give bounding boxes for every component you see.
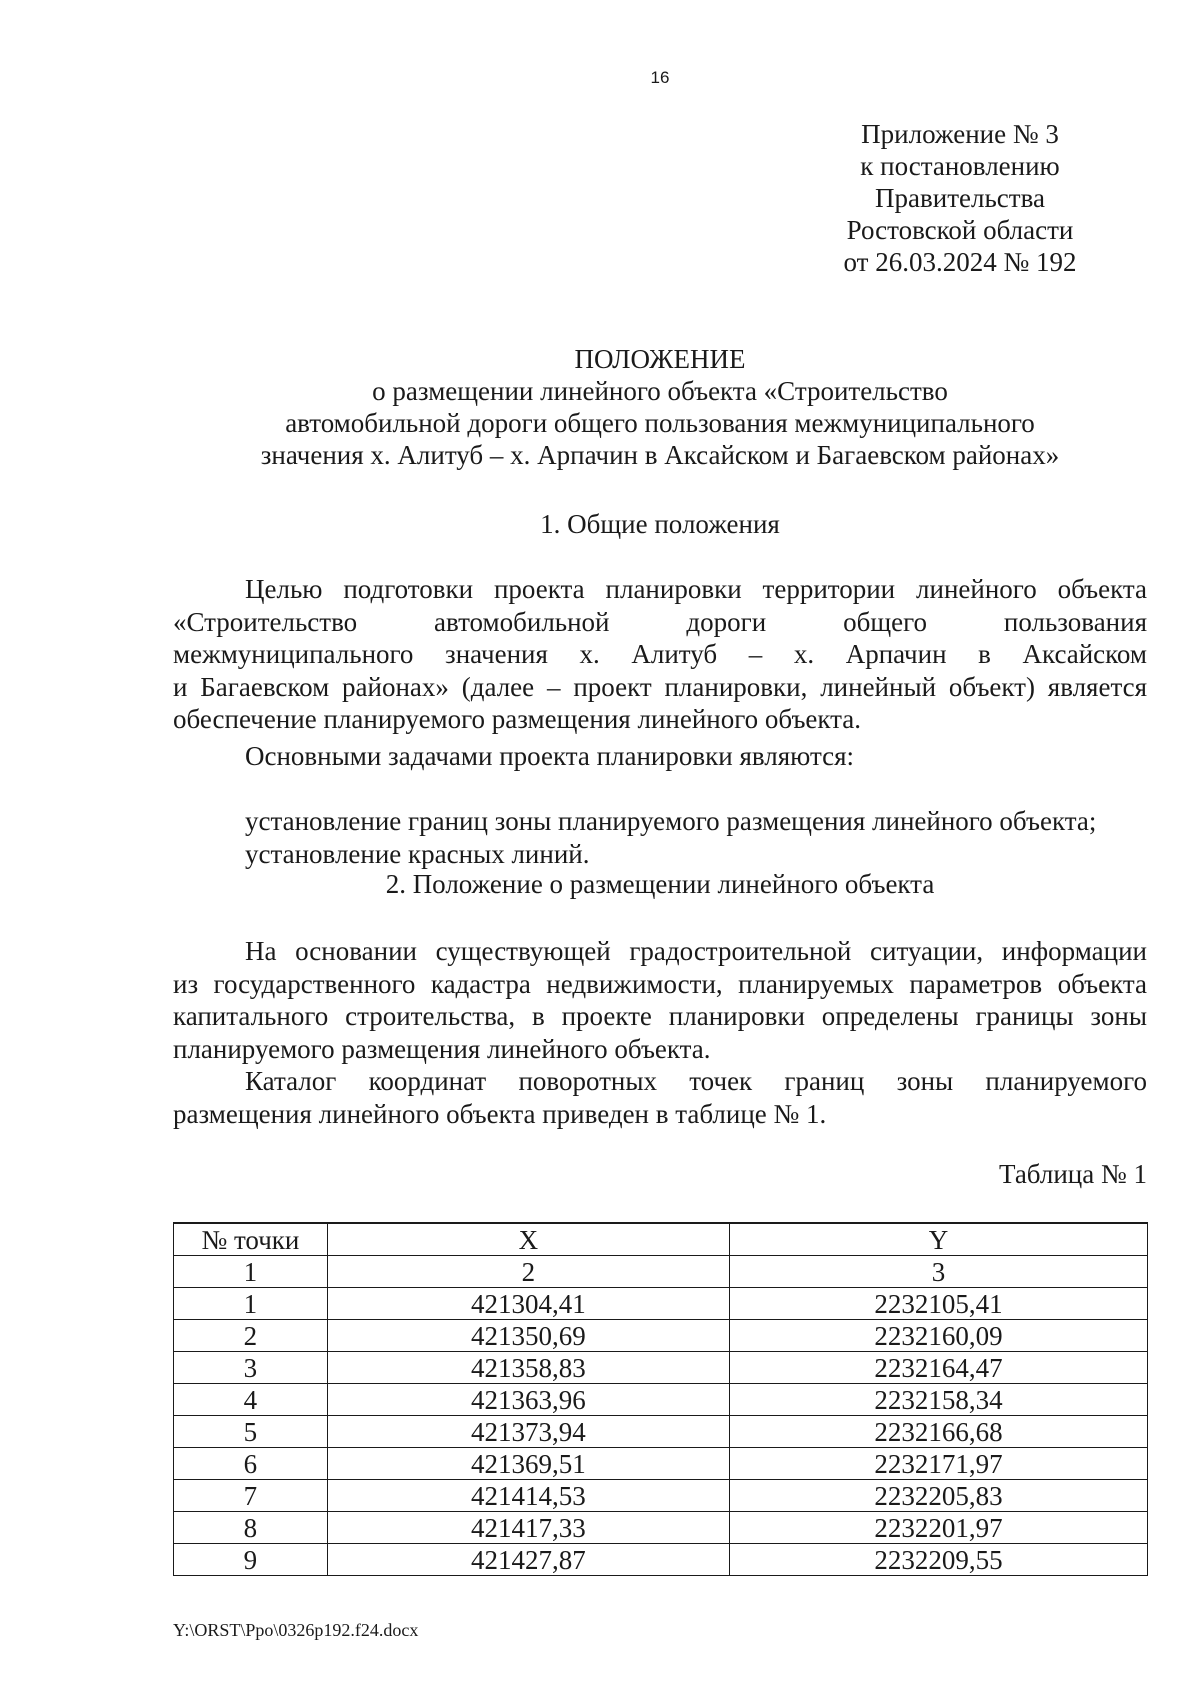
point-number-cell: 3 — [174, 1352, 328, 1384]
point-number-cell: 8 — [174, 1512, 328, 1544]
table-row — [174, 1512, 1148, 1544]
y-cell: 2232166,68 — [729, 1416, 1147, 1448]
y-cell: 2232209,55 — [729, 1544, 1147, 1576]
section-2-heading: 2. Положение о размещении линейного объекта — [385, 869, 935, 899]
section-2-paragraph-1 — [173, 935, 1147, 1065]
text-line: установление границ зоны планируемого размещения линейного объекта; — [245, 806, 1097, 836]
section-2-paragraph-2 — [173, 1065, 1147, 1130]
header-x: X — [327, 1223, 729, 1256]
table-caption: Таблица № 1 — [999, 1159, 1147, 1189]
table-row — [174, 1384, 1148, 1416]
y-cell: 2232171,97 — [729, 1448, 1147, 1480]
x-cell: 421373,94 — [327, 1416, 729, 1448]
text-line: планируемого размещения линейного объекта. — [173, 1033, 711, 1064]
numbering-cell: 3 — [729, 1256, 1147, 1288]
x-cell: 421363,96 — [327, 1384, 729, 1416]
y-cell: 2232205,83 — [729, 1480, 1147, 1512]
title-line: значения х. Алитуб – х. Арпачин в Аксайском и Багаевском районах» — [260, 440, 1060, 470]
table-row — [174, 1416, 1148, 1448]
text-line: «Строительство автомобильной дороги общего пользования — [173, 606, 1147, 637]
text-line: Каталог координат поворотных точек границ зоны планируемого — [245, 1066, 1147, 1096]
appendix-line: Правительства — [875, 183, 1045, 213]
table-row — [174, 1448, 1148, 1480]
section-1-task-list — [173, 805, 1147, 870]
x-cell: 421304,41 — [327, 1288, 729, 1320]
text-line: Целью подготовки проекта планировки территории линейного объекта — [245, 574, 1147, 604]
table-row — [174, 1352, 1148, 1384]
section-1-paragraph-2 — [173, 740, 1147, 773]
coordinates-table — [173, 1222, 1148, 1576]
point-number-cell: 1 — [174, 1288, 328, 1320]
point-number-cell: 5 — [174, 1416, 328, 1448]
appendix-line: от 26.03.2024 № 192 — [843, 247, 1077, 277]
x-cell: 421350,69 — [327, 1320, 729, 1352]
point-number-cell: 2 — [174, 1320, 328, 1352]
y-cell: 2232164,47 — [729, 1352, 1147, 1384]
point-number-cell: 4 — [174, 1384, 328, 1416]
x-cell: 421358,83 — [327, 1352, 729, 1384]
text-line: капитального строительства, в проекте планировки определены границы зоны — [173, 1001, 1147, 1031]
section-1-paragraph-1 — [173, 573, 1147, 736]
x-cell: 421427,87 — [327, 1544, 729, 1576]
text-line: и Багаевском районах» (далее – проект планировки, линейный объект) является — [173, 671, 1147, 702]
y-cell: 2232105,41 — [729, 1288, 1147, 1320]
x-cell: 421414,53 — [327, 1480, 729, 1512]
appendix-line: к постановлению — [860, 151, 1060, 181]
header-y: Y — [729, 1223, 1147, 1256]
section-1-heading: 1. Общие положения — [540, 509, 780, 539]
y-cell: 2232160,09 — [729, 1320, 1147, 1352]
appendix-line: Приложение № 3 — [861, 119, 1059, 149]
point-number-cell: 6 — [174, 1448, 328, 1480]
x-cell: 421417,33 — [327, 1512, 729, 1544]
text-line: обеспечение планируемого размещения линейного объекта. — [173, 704, 862, 734]
point-number-cell: 9 — [174, 1544, 328, 1576]
table-header-row — [174, 1223, 1148, 1256]
header-point-number: № точки — [174, 1223, 328, 1256]
text-line: размещения линейного объекта приведен в таблице № 1. — [173, 1098, 827, 1129]
table-row — [174, 1320, 1148, 1352]
footer-file-path: Y:\ORST\Ppo\0326p192.f24.docx — [173, 1620, 419, 1640]
title-line: о размещении линейного объекта «Строительство — [372, 376, 948, 406]
text-line: из государственного кадастра недвижимости, планируемых параметров объекта — [173, 968, 1147, 999]
appendix-block — [830, 118, 1090, 278]
y-cell: 2232158,34 — [729, 1384, 1147, 1416]
table-numbering-row — [174, 1256, 1148, 1288]
page-number: 16 — [650, 68, 670, 87]
text-line: На основании существующей градостроительной ситуации, информации — [245, 936, 1147, 966]
text-line: Основными задачами проекта планировки являются: — [245, 741, 855, 771]
table-row — [174, 1544, 1148, 1576]
text-line: установление красных линий. — [245, 838, 590, 869]
table-row — [174, 1288, 1148, 1320]
text-line: межмуниципального значения х. Алитуб – х. Арпачин в Аксайском — [173, 639, 1147, 669]
title-line: автомобильной дороги общего пользования межмуниципального — [285, 408, 1035, 438]
y-cell: 2232201,97 — [729, 1512, 1147, 1544]
appendix-line: Ростовской области — [846, 215, 1074, 245]
numbering-cell: 1 — [174, 1256, 328, 1288]
numbering-cell: 2 — [327, 1256, 729, 1288]
point-number-cell: 7 — [174, 1480, 328, 1512]
x-cell: 421369,51 — [327, 1448, 729, 1480]
title-heading: ПОЛОЖЕНИЕ — [574, 344, 746, 374]
document-title — [170, 343, 1150, 471]
table-row — [174, 1480, 1148, 1512]
